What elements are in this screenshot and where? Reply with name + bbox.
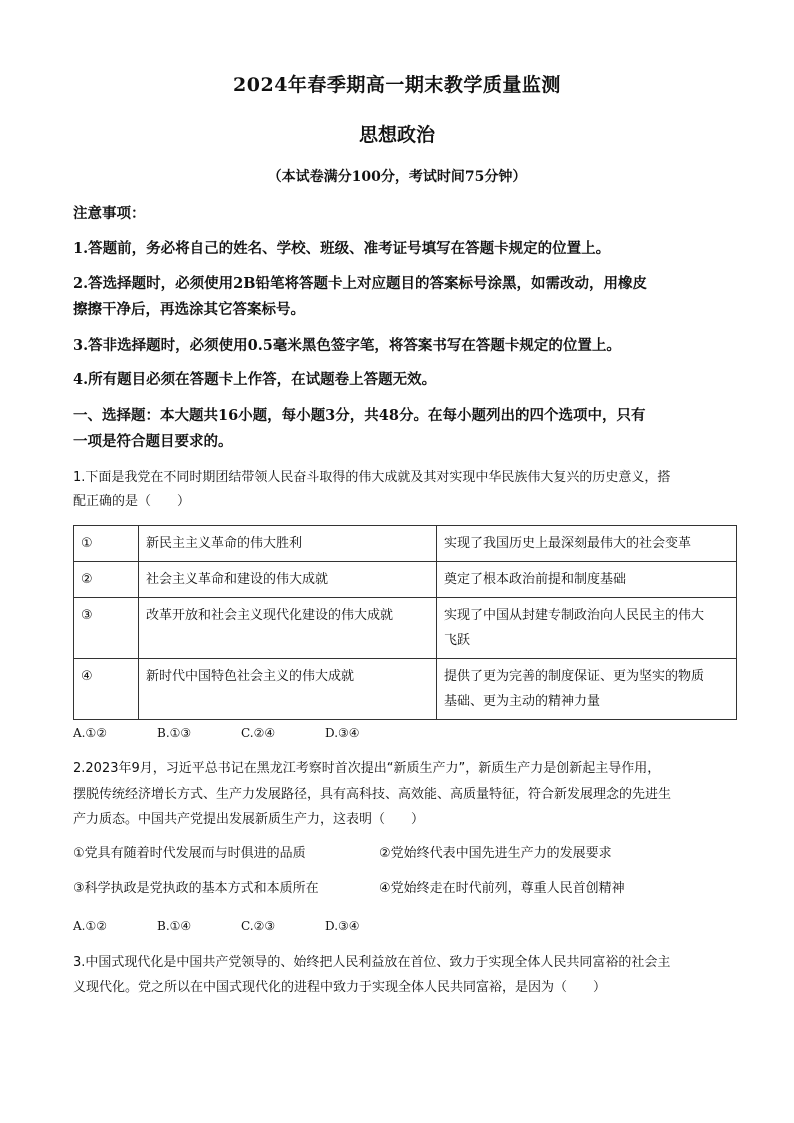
meaning-text: 实现了中国从封建专制政治向人民民主的伟大 — [444, 608, 705, 623]
instruction-item: 4.所有题目必须在答题卡上作答，在试题卷上答题无效。 — [73, 371, 437, 388]
table-row — [74, 659, 737, 720]
statement-1: ①党具有随着时代发展而与时俱进的品质 — [73, 846, 306, 861]
table-row — [74, 526, 737, 562]
meaning-cell — [437, 659, 737, 720]
question-2-stem-cont: 摆脱传统经济增长方式、生产力发展路径，具有高科技、高效能、高质量特征，符合新发展理念的先进生 — [73, 787, 672, 802]
question-1-options — [73, 723, 409, 743]
achievement-cell: 改革开放和社会主义现代化建设的伟大成就 — [139, 598, 437, 659]
instruction-item: 擦擦干净后，再选涂其它答案标号。 — [73, 301, 305, 318]
question-3-stem: 3.中国式现代化是中国共产党领导的、始终把人民利益放在首位、致力于实现全体人民共同富裕的社会主 — [73, 955, 671, 970]
row-number: ① — [74, 526, 139, 562]
question-1-table — [73, 525, 737, 720]
row-number: ④ — [74, 659, 139, 720]
question-2-options — [73, 916, 409, 936]
question-1-stem: 1.下面是我党在不同时期团结带领人民奋斗取得的伟大成就及其对实现中华民族伟大复兴的历史意义，搭 — [73, 470, 671, 485]
option-d[interactable]: D.③④ — [325, 919, 360, 933]
option-a[interactable]: A.①② — [73, 726, 107, 740]
question-2-stem-cont: 产力质态。中国共产党提出发展新质生产力，这表明（ ） — [73, 812, 425, 827]
meaning-text: 实现了我国历史上最深刻最伟大的社会变革 — [444, 536, 692, 551]
option-b[interactable]: B.①④ — [157, 919, 192, 933]
question-3-stem-cont: 义现代化。党之所以在中国式现代化的进程中致力于实现全体人民共同富裕，是因为（ ） — [73, 980, 607, 995]
meaning-text: 奠定了根本政治前提和制度基础 — [444, 572, 627, 587]
meaning-text: 飞跃 — [444, 633, 471, 648]
meaning-cell — [437, 526, 737, 562]
meaning-cell — [437, 598, 737, 659]
exam-note: （本试卷满分100分，考试时间75分钟） — [267, 169, 527, 185]
section-heading-cont: 一项是符合题目要求的。 — [73, 433, 233, 450]
table-row — [74, 562, 737, 598]
option-c[interactable]: C.②④ — [241, 726, 276, 740]
exam-title: 2024年春季期高一期末教学质量监测 — [233, 74, 561, 96]
question-2-statements-row — [73, 843, 612, 865]
row-number: ③ — [74, 598, 139, 659]
table-row — [74, 598, 737, 659]
achievement-cell: 新时代中国特色社会主义的伟大成就 — [139, 659, 437, 720]
instructions-heading: 注意事项： — [73, 205, 146, 222]
question-2-statements-row — [73, 878, 625, 900]
meaning-text: 基础、更为主动的精神力量 — [444, 694, 601, 709]
option-a[interactable]: A.①② — [73, 919, 107, 933]
question-1-stem-cont: 配正确的是（ ） — [73, 494, 191, 509]
achievement-cell: 社会主义革命和建设的伟大成就 — [139, 562, 437, 598]
meaning-cell — [437, 562, 737, 598]
question-2-stem: 2.2023年9月，习近平总书记在黑龙江考察时首次提出“新质生产力”，新质生产力是创新起主导作用， — [73, 761, 661, 776]
statement-4: ④党始终走在时代前列，尊重人民首创精神 — [379, 881, 625, 896]
instruction-item: 1.答题前，务必将自己的姓名、学校、班级、准考证号填写在答题卡规定的位置上。 — [73, 240, 611, 257]
option-b[interactable]: B.①③ — [157, 726, 192, 740]
meaning-text: 提供了更为完善的制度保证、更为坚实的物质 — [444, 669, 705, 684]
option-c[interactable]: C.②③ — [241, 919, 276, 933]
statement-2: ②党始终代表中国先进生产力的发展要求 — [379, 846, 612, 861]
instruction-item: 2.答选择题时，必须使用2B铅笔将答题卡上对应题目的答案标号涂黑，如需改动，用橡皮 — [73, 275, 647, 292]
subject-title: 思想政治 — [358, 124, 435, 146]
instruction-item: 3.答非选择题时，必须使用0.5毫米黑色签字笔，将答案书写在答题卡规定的位置上。 — [73, 337, 621, 354]
section-heading: 一、选择题：本大题共16小题，每小题3分，共48分。在每小题列出的四个选项中，只有 — [73, 407, 646, 424]
row-number: ② — [74, 562, 139, 598]
statement-3: ③科学执政是党执政的基本方式和本质所在 — [73, 881, 319, 896]
option-d[interactable]: D.③④ — [325, 726, 360, 740]
achievement-cell: 新民主主义革命的伟大胜利 — [139, 526, 437, 562]
